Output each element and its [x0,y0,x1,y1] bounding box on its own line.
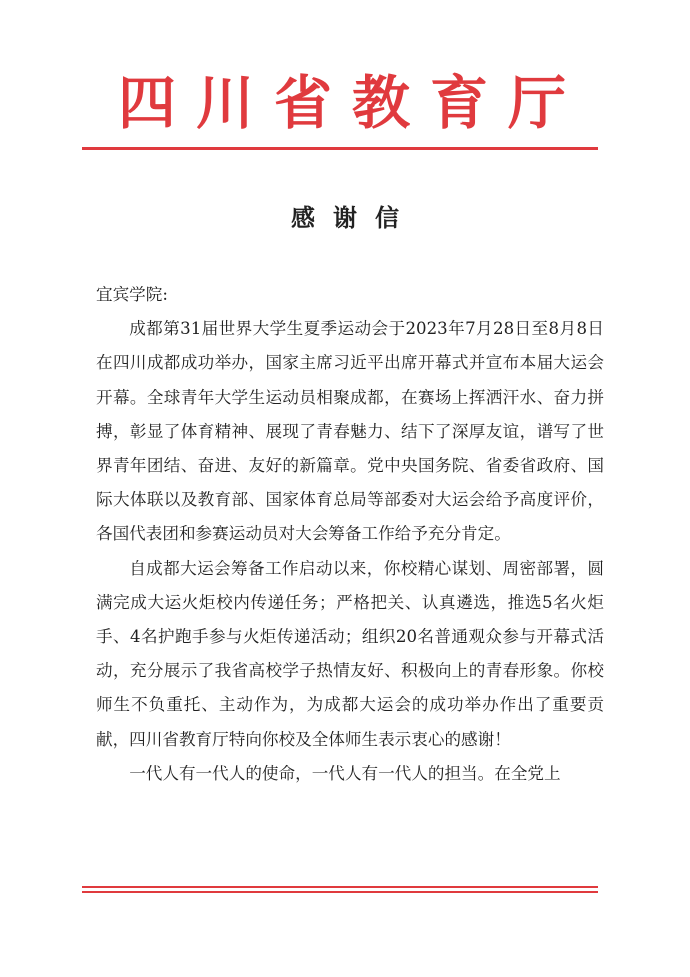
salutation: 宜宾学院: [96,285,168,304]
letterhead-divider [82,147,598,150]
letter-body [96,278,604,791]
paragraph-2: 自成都大运会筹备工作启动以来，你校精心谋划、周密部署，圆满完成大运火炬校内传递任务；严格把关、认真遴选，推选5名火炬手、4名护跑手参与火炬传递活动；组织20名普通观众参与开幕式活动，充分展示了我省高校学子热情友好、积极向上的青春形象。你校师生不负重托、主动作为，为成都大运会的成功举办作出了重要贡献，四川省教育厅特向你校及全体师生表示衷心的感谢！ [96,558,604,749]
paragraph-3: 一代人有一代人的使命，一代人有一代人的担当。在全党上 [129,763,561,783]
footer-divider-bottom [82,891,598,893]
document-title: 感谢信 [291,203,417,232]
footer-divider-top [82,886,598,888]
letterhead-organization: 四川省教育厅 [117,69,586,137]
paragraph-1: 成都第31届世界大学生夏季运动会于2023年7月28日至8月8日在四川成都成功举办，国家主席习近平出席开幕式并宣布本届大运会开幕。全球青年大学生运动员相聚成都，在赛场上挥洒汗水、奋力拼搏，彰显了体育精神、展现了青春魅力、结下了深厚友谊，谱写了世界青年团结、奋进、友好的新篇章。党中央国务院、省委省政府、国际大体联以及教育部、国家体育总局等部委对大运会给予高度评价，各国代表团和参赛运动员对大会筹备工作给予充分肯定。 [96,319,604,544]
